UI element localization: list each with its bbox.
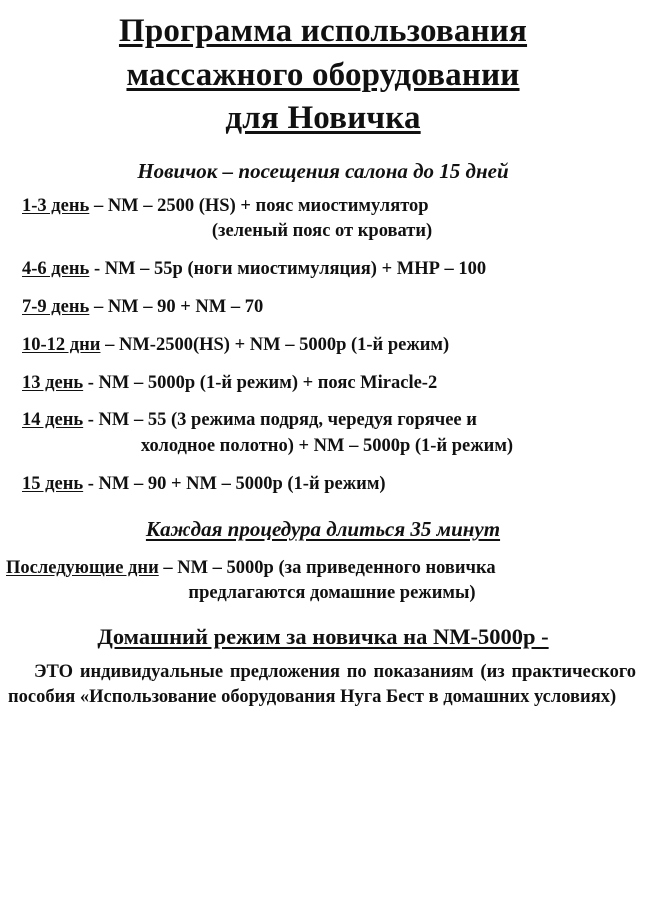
schedule-day-text: – NM-2500(HS) + NM – 5000р (1-й режим)	[105, 334, 450, 355]
schedule-list	[22, 194, 632, 497]
title-line-2: массажного оборудовании	[126, 56, 520, 93]
schedule-day-text: - NM – 90 + NM – 5000р (1-й режим)	[87, 473, 386, 494]
schedule-day-label: 10-12 дни	[22, 334, 101, 355]
page-title	[22, 10, 624, 141]
following-days-label: Последующие дни	[6, 557, 159, 578]
following-days-continuation: предлагаются домашние режимы)	[188, 582, 476, 603]
schedule-day-label: 13 день	[22, 372, 84, 393]
schedule-day-text: – NM – 2500 (HS) + пояс миостимулятор	[93, 195, 429, 216]
closing-line-1: ЭТО индивидуальные предложения по показаниям (из	[34, 661, 505, 682]
schedule-row	[22, 194, 632, 245]
schedule-row	[22, 472, 632, 497]
schedule-day-label: 7-9 день	[22, 296, 90, 317]
schedule-day-continuation: холодное полотно) + NM – 5000р (1-й режим)	[140, 436, 514, 457]
home-mode-heading: Домашний режим за новичка на NM-5000р -	[97, 623, 549, 649]
schedule-day-label: 15 день	[22, 473, 84, 494]
schedule-day-text: – NM – 90 + NM – 70	[93, 296, 264, 317]
schedule-day-text: - NM – 55 (3 режима подряд, чередуя горячее и	[87, 410, 477, 431]
schedule-row	[22, 295, 632, 320]
schedule-row	[22, 333, 632, 358]
following-days-text: – NM – 5000р (за приведенного новичка	[158, 557, 496, 578]
subtitle: Новичок – посещения салона до 15 дней	[137, 158, 509, 183]
document-page	[0, 10, 646, 914]
schedule-day-text: - NM – 5000р (1-й режим) + пояс Miracle-2	[87, 372, 438, 393]
schedule-day-label: 14 день	[22, 410, 84, 431]
procedure-duration-heading: Каждая процедура длиться 35 минут	[145, 516, 501, 541]
title-line-1: Программа использования	[118, 13, 528, 49]
closing-line-3: Бест в домашних условиях)	[386, 687, 617, 708]
schedule-row	[22, 371, 632, 396]
schedule-day-label: 1-3 день	[22, 195, 90, 216]
schedule-day-text: - NM – 55р (ноги миостимуляция) + МНР – 100	[93, 259, 487, 280]
closing-line-2: практического пособия «Использование оборудования Нуга	[8, 661, 637, 708]
schedule-day-label: 4-6 день	[22, 259, 90, 280]
schedule-row	[22, 408, 632, 459]
closing-paragraph	[8, 660, 636, 711]
following-days-block	[6, 556, 630, 606]
schedule-row	[22, 257, 632, 282]
schedule-day-continuation: (зеленый пояс от кровати)	[211, 221, 433, 242]
title-line-3: для Новичка	[225, 100, 421, 137]
